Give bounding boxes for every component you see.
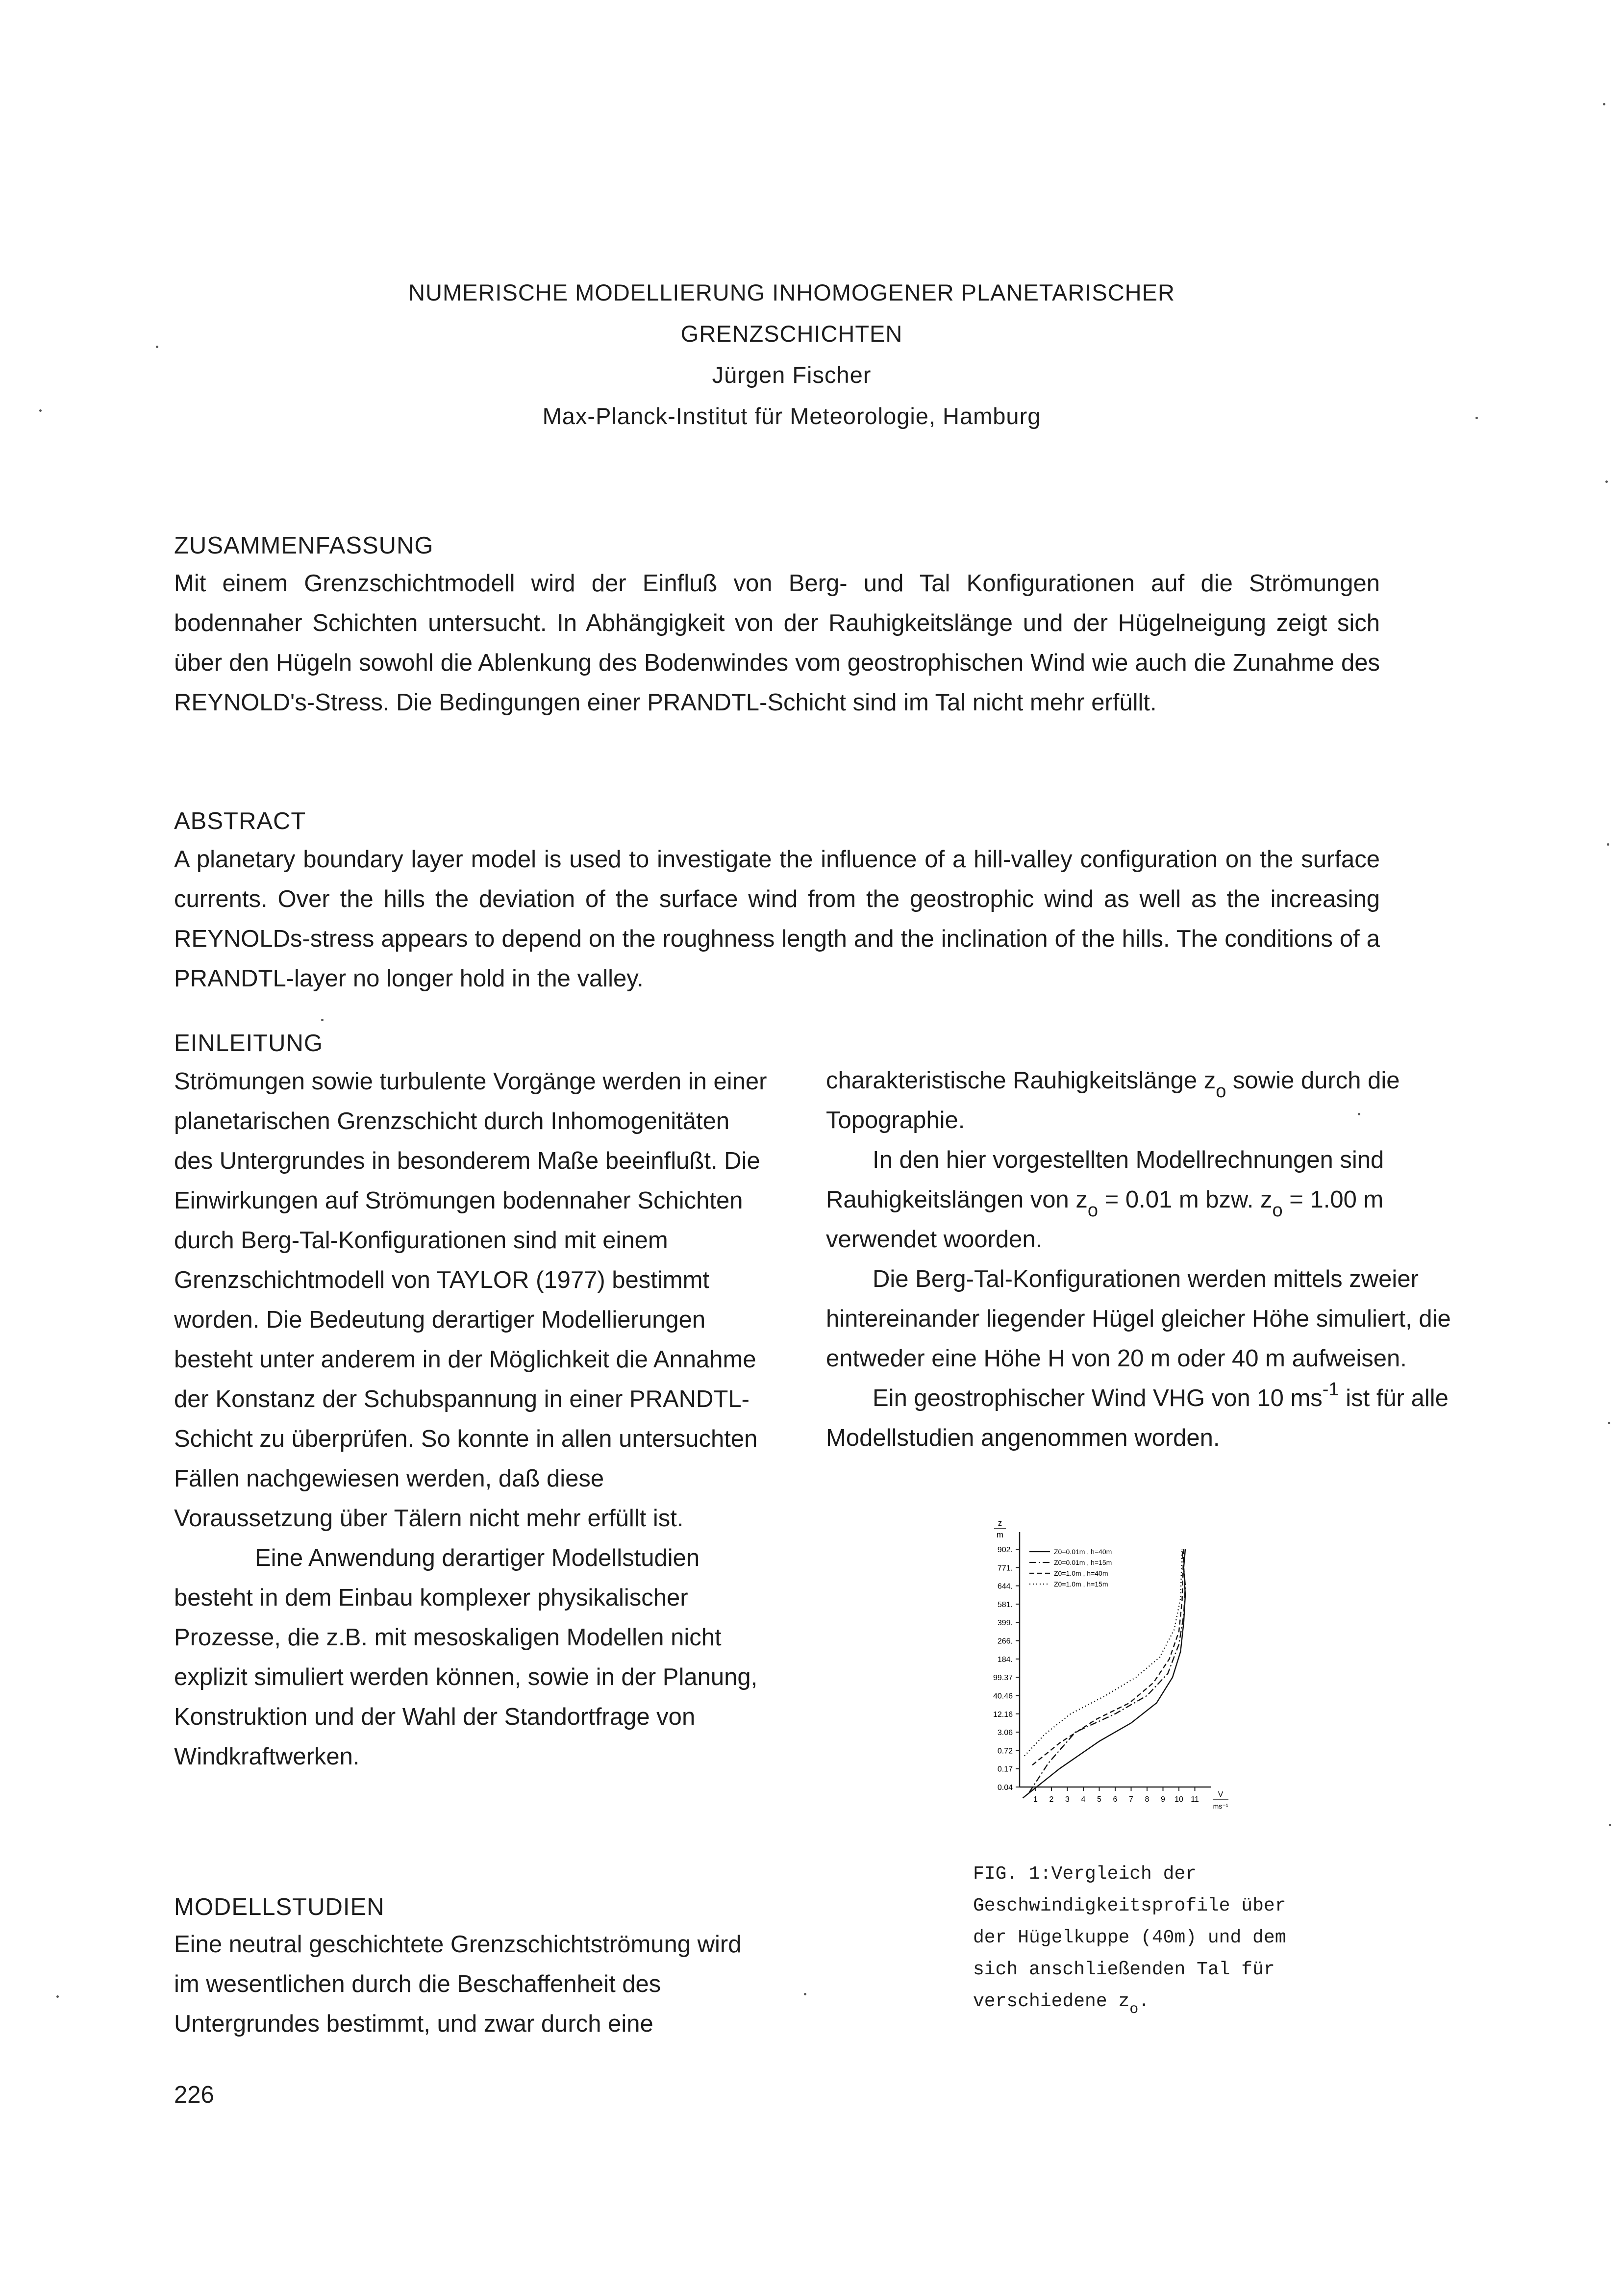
- scan-speck: [1358, 1113, 1360, 1115]
- scan-speck: [1608, 1422, 1610, 1424]
- scan-speck: [804, 1993, 806, 1995]
- scan-speck: [39, 409, 42, 412]
- left-column: [174, 1062, 767, 1777]
- paper-title-line-1: NUMERISCHE MODELLIERUNG INHOMOGENER PLANETARISCHER: [408, 279, 1175, 305]
- x-tick-label: 8: [1145, 1795, 1149, 1804]
- right-paragraph-2: [826, 1140, 1453, 1259]
- abstract-heading: ABSTRACT: [174, 808, 306, 834]
- x-tick-label: 1: [1033, 1795, 1038, 1804]
- y-tick-label: 0.72: [997, 1747, 1013, 1756]
- author-affiliation: Max-Planck-Institut für Meteorologie, Hamburg: [542, 403, 1041, 429]
- einleitung-heading: EINLEITUNG: [174, 1030, 324, 1057]
- scan-speck: [1609, 1824, 1611, 1826]
- scan-speck: [1475, 417, 1478, 419]
- x-tick-label: 5: [1097, 1795, 1101, 1804]
- x-tick-label: 11: [1191, 1795, 1199, 1804]
- y-tick-label: 0.17: [997, 1765, 1013, 1774]
- scan-speck: [1605, 480, 1608, 483]
- y-axis-label-denominator: m: [996, 1530, 1004, 1539]
- scan-speck: [1603, 103, 1605, 105]
- subscript: o: [1087, 1200, 1099, 1221]
- modellstudien-paragraph-1: Eine neutral geschichtete Grenzschichtströmung wird im wesentlichen durch die Beschaffenheit des Untergrundes bestimmt, und zwar durch eine: [174, 1931, 742, 2037]
- y-tick-label: 184.: [997, 1655, 1013, 1664]
- y-tick-label: 644.: [997, 1582, 1013, 1591]
- right-column: [826, 1061, 1453, 1458]
- scan-speck: [156, 346, 158, 348]
- x-tick-label: 4: [1081, 1795, 1086, 1804]
- x-tick-label: 9: [1161, 1795, 1165, 1804]
- figure-1-chart: [941, 1515, 1309, 1838]
- text-fragment: sowie durch die Topographie.: [826, 1067, 1400, 1133]
- text-fragment: = 0.01 m bzw. z: [1098, 1186, 1273, 1213]
- y-axis-label-numerator: z: [998, 1518, 1002, 1528]
- modellstudien-column: [174, 1925, 767, 2044]
- x-tick-label: 6: [1113, 1795, 1118, 1804]
- y-tick-label: 581.: [997, 1600, 1013, 1609]
- paper-title-line-2: GRENZSCHICHTEN: [680, 321, 903, 347]
- abstract-text: A planetary boundary layer model is used to investigate the influence of a hill-valley configuration on the surface currents. Over the hills the deviation of the surface wind from the geostrophic wind as well as the increasing REYNOLDs-stress appears to depend on the roughness length and the inclination of the hills. The conditions of a PRANDTL-layer no longer hold in the valley.: [174, 846, 1380, 992]
- modellstudien-heading: MODELLSTUDIEN: [174, 1894, 385, 1920]
- text-fragment: charakteristische Rauhigkeitslänge z: [826, 1067, 1216, 1094]
- zusammenfassung-heading: ZUSAMMENFASSUNG: [174, 532, 434, 559]
- text-fragment: In den hier vorgestellten Modellrechnungen sind Rauhigkeitslängen von z: [826, 1147, 1384, 1213]
- y-tick-label: 40.46: [993, 1692, 1013, 1701]
- x-axis-label-numerator: V: [1218, 1790, 1224, 1799]
- zusammenfassung-text: Mit einem Grenzschichtmodell wird der Einfluß von Berg- und Tal Konfigurationen auf die Strömungen bodennaher Schichten untersucht. In Abhängigkeit von der Rauhigkeitslänge und der Hügelneigung zeigt sich über den Hügeln sowohl die Ablenkung des Bodenwindes vom geostrophischen Wind wie auch die Zunahme des REYNOLD's-Stress. Die Bedingungen einer PRANDTL-Schicht sind im Tal nicht mehr erfüllt.: [174, 570, 1380, 716]
- einleitung-paragraph-2: Eine Anwendung derartiger Modellstudien besteht in dem Einbau komplexer physikalischer Prozesse, die z.B. mit mesoskaligen Modellen nicht explizit simuliert werden können, sowie in der Planung, Konstruktion und der Wahl der Standortfrage von Windkraftwerken.: [174, 1545, 758, 1770]
- right-paragraph-1: [826, 1061, 1453, 1140]
- caption-text-end: .: [1138, 1991, 1150, 2012]
- caption-subscript: o: [1129, 2001, 1139, 2018]
- right-paragraph-4: [826, 1379, 1453, 1458]
- figure-1-caption: [973, 1858, 1287, 2017]
- text-fragment: = 1.00 m verwendet woorden.: [826, 1186, 1384, 1253]
- einleitung-paragraph-1: Strömungen sowie turbulente Vorgänge werden in einer planetarischen Grenzschicht durch Inhomogenitäten des Untergrundes in besonderem Maße beeinflußt. Die Einwirkungen auf Strömungen bodennaher Schichten durch Berg-Tal-Konfigurationen sind mit einem Grenzschichtmodell von TAYLOR (1977) bestimmt worden. Die Bedeutung derartiger Modellierungen besteht unter anderem in der Möglichkeit die Annahme der Konstanz der Schubspannung in einer PRANDTL-Schicht zu überprüfen. So konnte in allen untersuchten Fällen nachgewiesen werden, daß diese Voraussetzung über Tälern nicht mehr erfüllt ist.: [174, 1068, 767, 1532]
- page-number: 226: [174, 2082, 214, 2108]
- x-tick-label: 7: [1129, 1795, 1133, 1804]
- legend-label-2: Z0=0.01m , h=15m: [1054, 1559, 1112, 1566]
- scan-speck: [321, 1019, 324, 1021]
- subscript: o: [1216, 1081, 1226, 1102]
- x-tick-label: 10: [1174, 1795, 1183, 1804]
- y-tick-label: 3.06: [997, 1729, 1013, 1737]
- right-paragraph-3: Die Berg-Tal-Konfigurationen werden mittels zweier hintereinander liegender Hügel gleicher Höhe simuliert, die entweder eine Höhe H von 20 m oder 40 m aufweisen.: [826, 1266, 1451, 1372]
- subscript: o: [1272, 1200, 1283, 1221]
- author-name: Jürgen Fischer: [712, 362, 872, 388]
- legend-label-3: Z0=1.0m , h=40m: [1054, 1569, 1108, 1577]
- scan-speck: [56, 1995, 59, 1998]
- text-fragment: Ein geostrophischer Wind VHG von 10 ms: [873, 1385, 1323, 1411]
- y-tick-label: 0.04: [997, 1784, 1013, 1792]
- legend-label-4: Z0=1.0m , h=15m: [1054, 1580, 1108, 1588]
- text-fragment: ist für alle Modellstudien angenommen worden.: [826, 1385, 1449, 1451]
- y-tick-label: 99.37: [993, 1674, 1013, 1683]
- title-block: [245, 272, 1338, 437]
- superscript: -1: [1322, 1379, 1339, 1400]
- caption-text: FIG. 1:Vergleich der Geschwindigkeitsprofile über der Hügelkuppe (40m) und dem sich anschließenden Tal für verschiedene z: [973, 1863, 1286, 2012]
- x-tick-label: 3: [1065, 1795, 1070, 1804]
- y-tick-label: 771.: [997, 1564, 1013, 1573]
- y-tick-label: 399.: [997, 1619, 1013, 1628]
- legend-label-1: Z0=0.01m , h=40m: [1054, 1548, 1112, 1556]
- y-tick-label: 266.: [997, 1637, 1013, 1646]
- y-tick-label: 12.16: [993, 1710, 1013, 1719]
- y-tick-label: 902.: [997, 1546, 1013, 1554]
- x-axis-label-denominator: ms⁻¹: [1213, 1802, 1228, 1810]
- scan-speck: [1607, 843, 1609, 846]
- x-tick-label: 2: [1049, 1795, 1054, 1804]
